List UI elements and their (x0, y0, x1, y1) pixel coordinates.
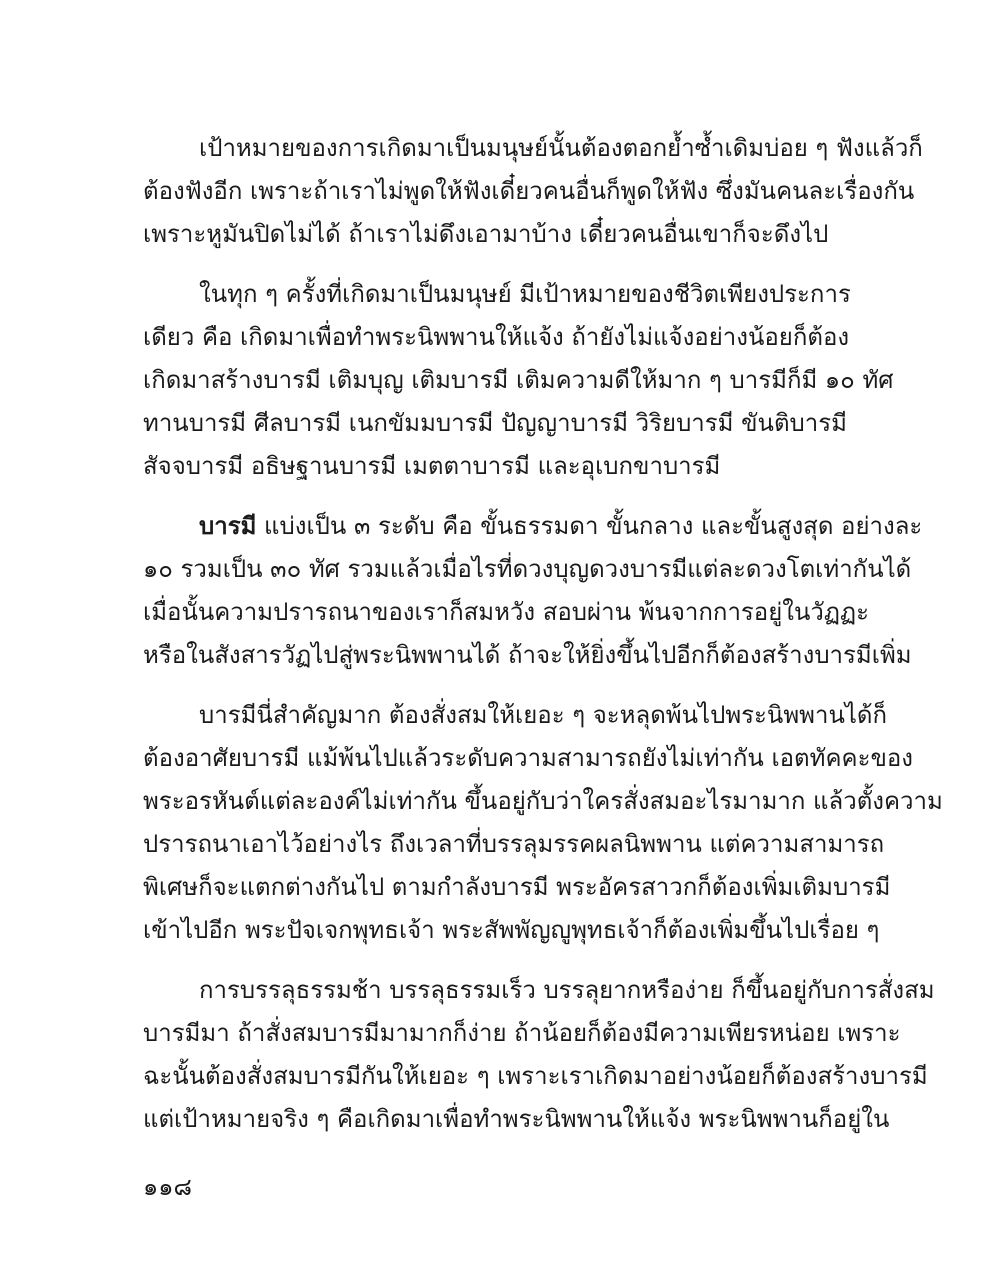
text-line: บารมีมา ถ้าสั่งสมบารมีมามากก็ง่าย ถ้าน้อยก็ต้องมีความเพียรหน่อย เพราะ (143, 1019, 901, 1047)
text-line: เกิดมาสร้างบารมี เติมบุญ เติมบารมี เติมความดีให้มาก ๆ บารมีก็มี ๑๐ ทัศ (143, 366, 894, 394)
text-line: สัจจบารมี อธิษฐานบารมี เมตตาบารมี และอุเบกขาบารมี (143, 452, 721, 480)
text-line: บารมีนี่สำคัญมาก ต้องสั่งสมให้เยอะ ๆ จะหลุดพ้นไปพระนิพพานได้ก็ (199, 701, 888, 729)
paragraph-4 (143, 694, 943, 952)
text-line: ทานบารมี ศีลบารมี เนกขัมมบารมี ปัญญาบารมี วิริยบารมี ขันติบารมี (143, 409, 847, 437)
text-line: พระอรหันต์แต่ละองค์ไม่เท่ากัน ขึ้นอยู่กับว่าใครสั่งสมอะไรมามาก แล้วตั้งความ (143, 787, 943, 815)
text-line: ต้องอาศัยบารมี แม้พ้นไปแล้วระดับความสามารถยังไม่เท่ากัน เอตทัคคะของ (143, 744, 914, 772)
text-line: พิเศษก็จะแตกต่างกันไป ตามกำลังบารมี พระอัครสาวกก็ต้องเพิ่มเติมบารมี (143, 873, 891, 901)
text-line: แต่เป้าหมายจริง ๆ คือเกิดมาเพื่อทำพระนิพพานให้แจ้ง พระนิพพานก็อยู่ใน (143, 1105, 890, 1133)
text-line: เมื่อนั้นความปรารถนาของเราก็สมหวัง สอบผ่าน พ้นจากการอยู่ในวัฏฏะ (143, 598, 869, 626)
text-line-rest: แบ่งเป็น ๓ ระดับ คือ ขั้นธรรมดา ขั้นกลาง และขั้นสูงสุด อย่างละ (256, 512, 923, 540)
text-line: เข้าไปอีก พระปัจเจกพุทธเจ้า พระสัพพัญญูพุทธเจ้าก็ต้องเพิ่มขึ้นไปเรื่อย ๆ (143, 916, 880, 944)
text-line: เพราะหูมันปิดไม่ได้ ถ้าเราไม่ดึงเอามาบ้าง เดี๋ยวคนอื่นเขาก็จะดึงไป (143, 220, 829, 248)
text-line: ต้องฟังอีก เพราะถ้าเราไม่พูดให้ฟังเดี๋ยวคนอื่นก็พูดให้ฟัง ซึ่งมันคนละเรื่องกัน (143, 177, 915, 205)
text-line: เดียว คือ เกิดมาเพื่อทำพระนิพพานให้แจ้ง ถ้ายังไม่แจ้งอย่างน้อยก็ต้อง (143, 323, 850, 351)
text-line: ปรารถนาเอาไว้อย่างไร ถึงเวลาที่บรรลุมรรคผลนิพพาน แต่ความสามารถ (143, 830, 885, 858)
text-line: การบรรลุธรรมช้า บรรลุธรรมเร็ว บรรลุยากหรือง่าย ก็ขึ้นอยู่กับการสั่งสม (199, 976, 935, 1004)
paragraph-5 (143, 969, 935, 1141)
page-number: ๑๑๘ (143, 1173, 192, 1201)
text-line: ๑๐ รวมเป็น ๓๐ ทัศ รวมแล้วเมื่อไรที่ดวงบุญดวงบารมีแต่ละดวงโตเท่ากันได้ (143, 555, 912, 583)
text-line (143, 505, 923, 548)
text-line: ในทุก ๆ ครั้งที่เกิดมาเป็นมนุษย์ มีเป้าหมายของชีวิตเพียงประการ (199, 280, 851, 308)
paragraph-3 (143, 505, 923, 677)
text-line: เป้าหมายของการเกิดมาเป็นมนุษย์นั้นต้องตอกย้ำซ้ำเดิมบ่อย ๆ ฟังแล้วก็ (199, 134, 923, 162)
text-line: หรือในสังสารวัฏไปสู่พระนิพพานได้ ถ้าจะให้ยิ่งขึ้นไปอีกก็ต้องสร้างบารมีเพิ่ม (143, 641, 912, 669)
text-line: ฉะนั้นต้องสั่งสมบารมีกันให้เยอะ ๆ เพราะเราเกิดมาอย่างน้อยก็ต้องสร้างบารมี (143, 1062, 928, 1090)
paragraph-2 (143, 273, 894, 488)
paragraph-1 (143, 127, 923, 256)
body-text (143, 127, 943, 1158)
bold-term: บารมี (199, 512, 257, 540)
